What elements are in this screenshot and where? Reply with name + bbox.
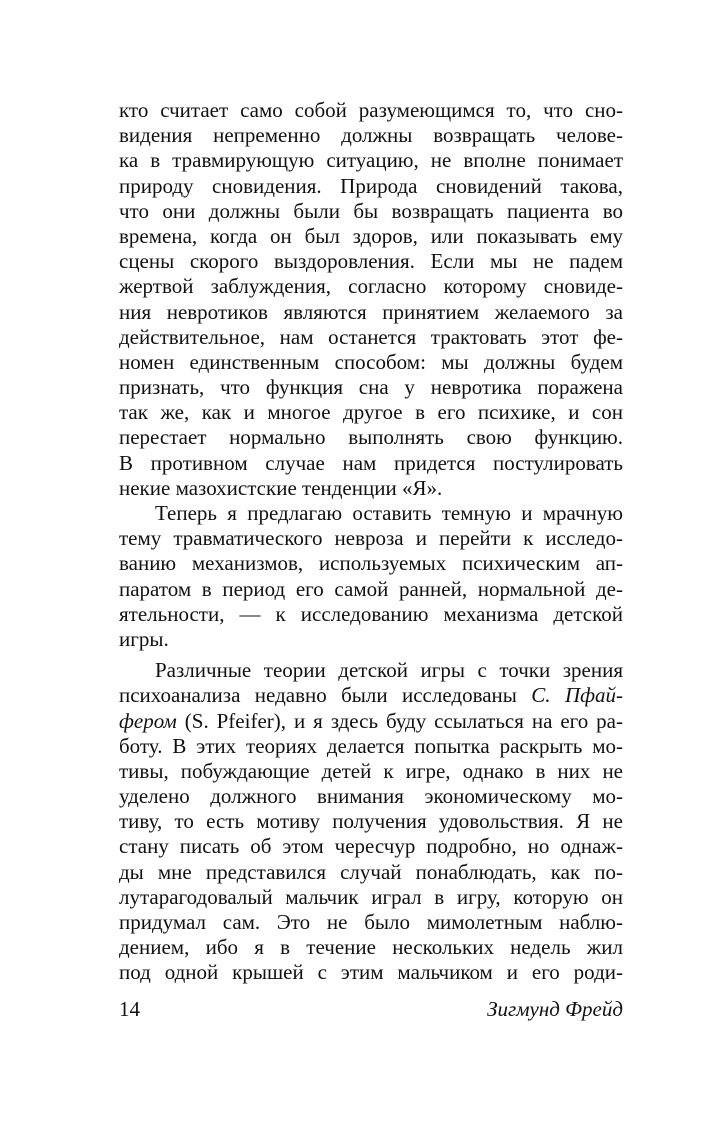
running-footer-author: Зигмунд Фрейд xyxy=(487,997,623,1021)
page-footer xyxy=(119,994,623,1024)
text-line: некие мазохистские тенденции «Я». xyxy=(119,475,443,500)
text-line: ния невротиков являются принятием желаемого за xyxy=(119,299,623,324)
text-line: ванию механизмов, используемых психическим ап- xyxy=(119,551,623,576)
text-line: видения непременно должны возвращать челове- xyxy=(119,123,623,148)
text-line: номен единственным способом: мы должны будем xyxy=(119,349,623,374)
text-line xyxy=(119,683,623,708)
text-line: тему травматического невроза и перейти к исследо- xyxy=(119,526,623,551)
text-line: паратом в период его самой ранней, нормальной де- xyxy=(119,576,623,601)
text-line: тиву, то есть мотиву получения удовольствия. Я не xyxy=(119,809,623,834)
text-line: боту. В этих теориях делается попытка раскрыть мо- xyxy=(119,733,623,758)
text-line: перестает нормально выполнять свою функцию. xyxy=(119,425,623,450)
text-line: ды мне представился случай понаблюдать, как по- xyxy=(119,859,623,884)
text-line: признать, что функция сна у невротика поражена xyxy=(119,375,623,400)
text-line: времена, когда он был здоров, или показывать ему xyxy=(119,223,623,248)
text-line: уделено должного внимания экономическому мо- xyxy=(119,784,623,809)
text-run: (S. Pfeifer), и я здесь буду ссылаться на его ра- xyxy=(176,708,623,733)
text-line: ятельности, — к исследованию механизма детской xyxy=(119,601,623,626)
text-line: сцены скорого выздоровления. Если мы не падем xyxy=(119,249,623,274)
text-line: тивы, побуждающие детей к игре, однако в них не xyxy=(119,758,623,783)
text-line: кто считает само собой разумеющимся то, что сно- xyxy=(119,98,623,122)
text-line: лутарагодовалый мальчик играл в игру, которую он xyxy=(119,884,623,909)
text-line: В противном случае нам придется постулировать xyxy=(119,450,623,475)
page-body xyxy=(119,98,623,986)
cited-author: фером xyxy=(119,708,177,733)
text-line: жертвой заблуждения, согласно которому сновиде- xyxy=(119,274,623,299)
text-line: действительное, нам останется трактовать этот фе- xyxy=(119,324,623,349)
text-line xyxy=(119,709,623,734)
text-line: под одной крышей с этим мальчиком и его роди- xyxy=(119,960,623,985)
text-line: ка в травмирующую ситуацию, не вполне понимает xyxy=(119,148,623,173)
paragraph xyxy=(119,501,623,652)
text-line: Различные теории детской игры с точки зрения xyxy=(155,658,623,683)
text-line: дением, ибо я в течение нескольких недель жил xyxy=(119,935,623,960)
text-line: придумал сам. Это не было мимолетным наблю- xyxy=(119,910,623,934)
text-line: Теперь я предлагаю оставить темную и мрачную xyxy=(155,501,623,525)
paragraph xyxy=(119,98,623,501)
paragraph xyxy=(119,658,623,985)
text-run: психоанализа недавно были исследованы xyxy=(119,683,532,708)
text-line: стану писать об этом чересчур подробно, но однаж- xyxy=(119,834,623,859)
page-number: 14 xyxy=(119,997,140,1021)
text-line: так же, как и многое другое в его психике, и сон xyxy=(119,400,623,425)
text-line: игры. xyxy=(119,626,169,651)
cited-author: С. Пфай- xyxy=(531,683,624,708)
text-line: природу сновидения. Природа сновидений такова, xyxy=(119,173,623,198)
text-line: что они должны были бы возвращать пациента во xyxy=(119,198,623,223)
